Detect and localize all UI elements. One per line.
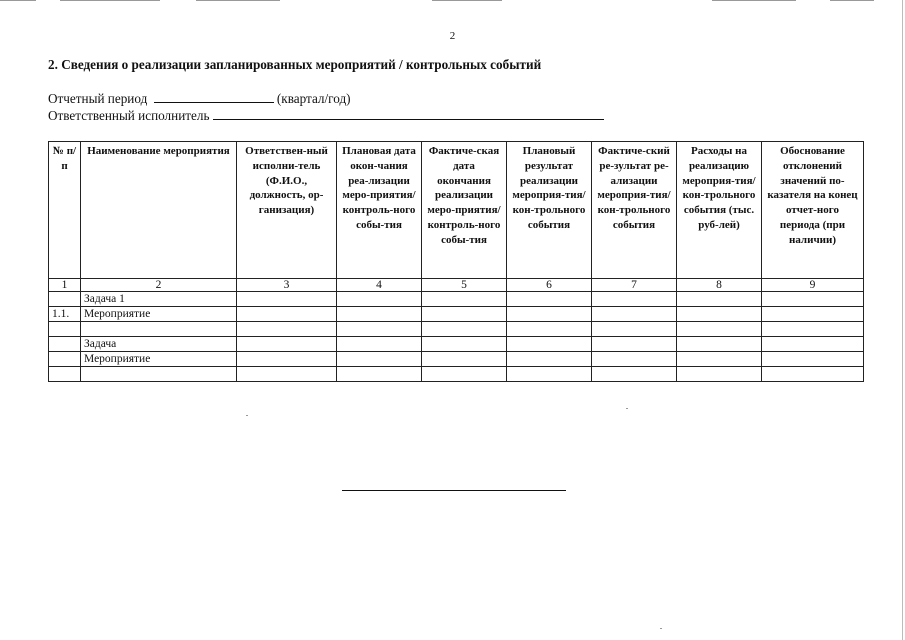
signature-line: [342, 490, 566, 491]
empty-cell: [592, 322, 677, 337]
empty-cell: [762, 307, 864, 322]
column-number: 5: [422, 279, 507, 292]
column-number: 8: [677, 279, 762, 292]
header-cell: [422, 142, 507, 279]
empty-cell: [337, 352, 422, 367]
empty-cell: [422, 307, 507, 322]
row-name-cell: [81, 367, 237, 382]
table-row: [49, 337, 864, 352]
empty-cell: [422, 337, 507, 352]
empty-cell: [677, 367, 762, 382]
empty-cell: [337, 337, 422, 352]
empty-cell: [237, 307, 337, 322]
reporting-period-label: Отчетный период: [48, 91, 148, 106]
empty-cell: [592, 292, 677, 307]
row-name-cell: [81, 322, 237, 337]
empty-cell: [507, 367, 592, 382]
empty-cell: [507, 292, 592, 307]
top-edge-line-4: [712, 0, 796, 1]
responsible-executor-line: [48, 108, 604, 124]
row-number-cell: [49, 352, 81, 367]
reporting-period-blank: [154, 91, 274, 103]
header-cell: [81, 142, 237, 279]
empty-cell: [337, 292, 422, 307]
top-edge-line-1: [60, 0, 160, 1]
empty-cell: [337, 367, 422, 382]
row-number-cell: [49, 337, 81, 352]
header-label-number: № п/п: [52, 145, 77, 172]
empty-cell: [422, 292, 507, 307]
empty-cell: [507, 322, 592, 337]
section-title: 2. Сведения о реализации запланированных мероприятий / контрольных событий: [48, 57, 542, 72]
empty-cell: [237, 337, 337, 352]
empty-cell: [507, 352, 592, 367]
column-number: 6: [507, 279, 592, 292]
row-number-cell: [49, 322, 81, 337]
empty-cell: [677, 337, 762, 352]
column-numbers-row: [49, 279, 864, 292]
empty-cell: [422, 352, 507, 367]
empty-cell: [677, 352, 762, 367]
scan-speck: [246, 415, 248, 416]
top-edge-line-left: [0, 0, 36, 1]
row-name-cell: Мероприятие: [81, 352, 237, 367]
header-label-expenses: Расходы на реализацию мероприя-тия/ кон-трольного события (тыс. руб-лей): [682, 145, 756, 231]
scan-speck: [626, 408, 628, 409]
table-header-row: [49, 142, 864, 279]
empty-cell: [337, 307, 422, 322]
empty-cell: [592, 367, 677, 382]
table-row: [49, 367, 864, 382]
header-cell: [592, 142, 677, 279]
header-label-actual-date: Фактиче-ская дата окончания реализации меро-приятия/ контроль-ного собы-тия: [427, 145, 501, 246]
top-edge-line-3: [432, 0, 502, 1]
responsible-executor-label: Ответственный исполнитель: [48, 108, 210, 123]
empty-cell: [422, 322, 507, 337]
header-cell: [49, 142, 81, 279]
empty-cell: [237, 352, 337, 367]
column-number: 7: [592, 279, 677, 292]
empty-cell: [337, 322, 422, 337]
column-number: 9: [762, 279, 864, 292]
row-name-cell: Задача: [81, 337, 237, 352]
empty-cell: [762, 337, 864, 352]
page-right-edge: [902, 0, 903, 640]
header-label-justification: Обоснование отклонений значений по-казателя на конец отчет-ного периода (при наличии): [767, 145, 858, 246]
header-cell: [237, 142, 337, 279]
empty-cell: [237, 322, 337, 337]
empty-cell: [237, 367, 337, 382]
empty-cell: [507, 307, 592, 322]
reporting-period-line: [48, 91, 351, 107]
column-number: 1: [49, 279, 81, 292]
column-number: 4: [337, 279, 422, 292]
activities-table: [48, 141, 864, 382]
row-name-cell: Задача 1: [81, 292, 237, 307]
header-cell: [507, 142, 592, 279]
top-edge-line-5: [830, 0, 874, 1]
column-number: 3: [237, 279, 337, 292]
table-row: [49, 352, 864, 367]
table-row: [49, 292, 864, 307]
empty-cell: [762, 322, 864, 337]
responsible-executor-blank: [213, 108, 604, 120]
row-number-cell: [49, 292, 81, 307]
page-number: 2: [449, 30, 456, 42]
row-number-cell: [49, 367, 81, 382]
header-cell: [337, 142, 422, 279]
empty-cell: [762, 367, 864, 382]
header-cell: [762, 142, 864, 279]
empty-cell: [592, 337, 677, 352]
header-cell: [677, 142, 762, 279]
scan-speck: [660, 628, 662, 629]
header-label-activity-name: Наименование мероприятия: [87, 145, 230, 157]
empty-cell: [677, 307, 762, 322]
empty-cell: [592, 307, 677, 322]
empty-cell: [237, 292, 337, 307]
header-label-planned-date: Плановая дата окон-чания реа-лизации меро-приятия/ контроль-ного собы-тия: [342, 145, 416, 231]
empty-cell: [592, 352, 677, 367]
empty-cell: [507, 337, 592, 352]
table-row: [49, 307, 864, 322]
header-label-planned-result: Плановый результат реализации мероприя-тия/ кон-трольного события: [512, 145, 586, 231]
empty-cell: [762, 292, 864, 307]
row-number-cell: 1.1.: [49, 307, 81, 322]
top-edge-line-2: [196, 0, 280, 1]
column-number: 2: [81, 279, 237, 292]
header-label-actual-result: Фактиче-ский ре-зультат ре-ализации мероприя-тия/ кон-трольного события: [597, 145, 671, 231]
header-label-responsible: Ответствен-ный исполни-тель (Ф.И.О., должность, ор-ганизация): [245, 145, 328, 217]
empty-cell: [762, 352, 864, 367]
row-name-cell: Мероприятие: [81, 307, 237, 322]
reporting-period-suffix: (квартал/год): [276, 91, 351, 106]
empty-cell: [422, 367, 507, 382]
empty-cell: [677, 292, 762, 307]
table-row: [49, 322, 864, 337]
empty-cell: [677, 322, 762, 337]
